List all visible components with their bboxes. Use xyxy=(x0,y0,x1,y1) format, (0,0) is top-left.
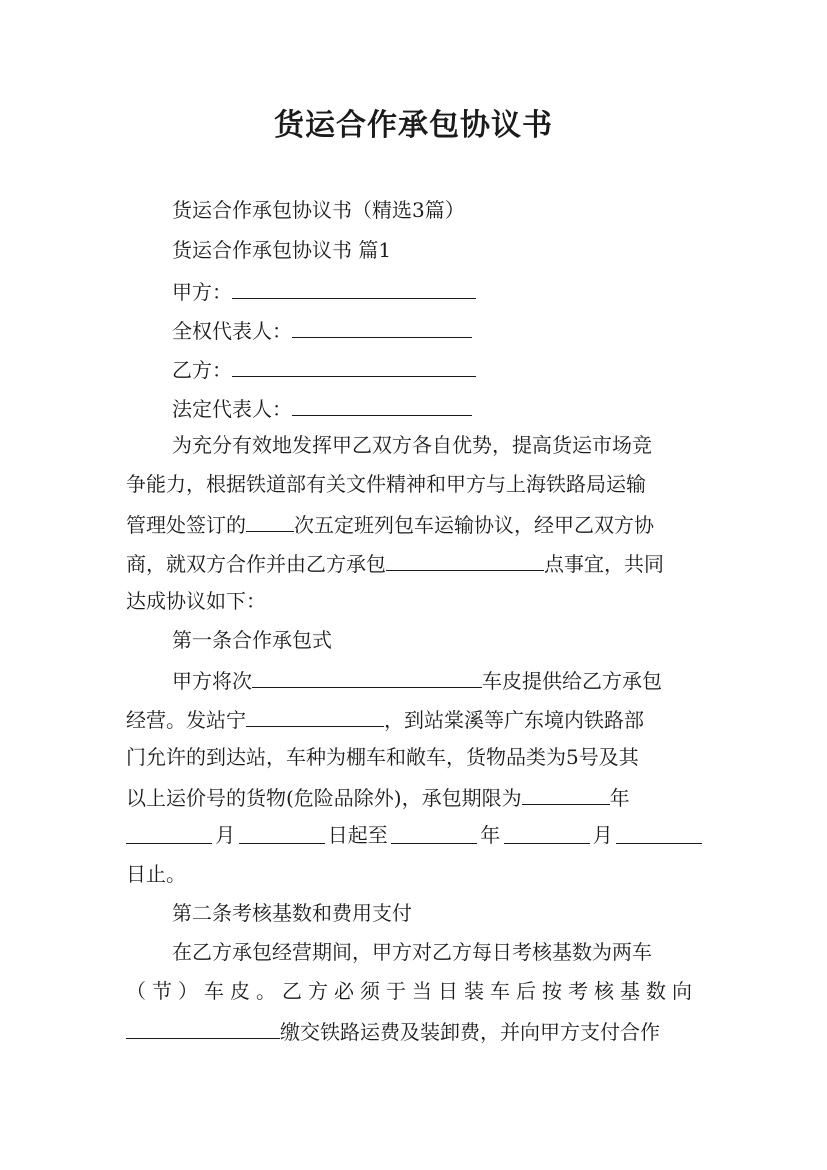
article2-heading: 第二条考核基数和费用支付 xyxy=(172,901,412,925)
article1-line1-start: 甲方将次 xyxy=(172,669,252,693)
party-a-rep-label: 全权代表人： xyxy=(172,319,292,343)
article1-line4 xyxy=(126,784,702,810)
article2-line2: （节）车皮。乙方必须于当日装车后按考核基数向 xyxy=(126,979,698,1003)
party-b-rep-blank xyxy=(292,395,472,416)
article1-line2 xyxy=(126,706,702,732)
para1-line4-end: 点事宜，共同 xyxy=(544,552,664,576)
end-day-blank xyxy=(616,823,702,844)
year-label: 年 xyxy=(480,823,501,847)
party-b-rep-label: 法定代表人： xyxy=(172,397,292,421)
intro-line: 货运合作承包协议书（精选3篇） xyxy=(172,198,465,222)
departure-blank xyxy=(246,706,384,727)
party-b-blank xyxy=(232,356,476,377)
end-month-blank xyxy=(504,823,590,844)
article1-line1 xyxy=(172,667,702,693)
article1-line3: 门允许的到达站，车种为棚车和敞车，货物品类为5号及其 xyxy=(126,745,639,769)
article1-line4-end: 年 xyxy=(609,786,630,810)
end-year-blank xyxy=(391,823,477,844)
para1-line3 xyxy=(126,511,702,537)
party-a-rep-blank xyxy=(292,317,472,338)
start-day-blank xyxy=(239,823,325,844)
article2-line1: 在乙方承包经营期间，甲方对乙方每日考核基数为两车 xyxy=(172,940,652,964)
start-year-blank xyxy=(522,784,610,805)
article1-line6: 日止。 xyxy=(126,862,186,886)
month2-label: 月 xyxy=(592,823,613,847)
start-month-blank xyxy=(126,823,212,844)
para1-line1: 为充分有效地发挥甲乙双方各自优势，提高货运市场竞 xyxy=(172,433,652,457)
article1-heading: 第一条合作承包式 xyxy=(172,628,332,652)
article1-line4-start: 以上运价号的货物(危险品除外)，承包期限为 xyxy=(126,786,522,810)
month-label: 月 xyxy=(215,823,236,847)
article1-line2-start: 经营。发站宁 xyxy=(126,708,246,732)
day-from-label: 日起至 xyxy=(327,823,388,847)
para1-line4 xyxy=(126,550,702,576)
para1-line2: 争能力，根据铁道部有关文件精神和甲方与上海铁路局运输 xyxy=(126,472,646,496)
party-a-label: 甲方： xyxy=(172,280,232,304)
party-a-line xyxy=(172,278,702,304)
contract-point-blank xyxy=(386,550,544,571)
article1-line1-end: 车皮提供给乙方承包 xyxy=(482,669,662,693)
para1-line3-start: 管理处签订的 xyxy=(126,513,246,537)
section-heading: 货运合作承包协议书 篇1 xyxy=(172,238,392,262)
para1-line5: 达成协议如下： xyxy=(126,589,266,613)
para1-line3-end: 次五定班列包车运输协议，经甲乙双方协 xyxy=(294,513,654,537)
party-b-line xyxy=(172,356,702,382)
train-number-blank xyxy=(246,511,294,532)
party-b-label: 乙方： xyxy=(172,358,232,382)
train-blank xyxy=(252,667,482,688)
article1-line5 xyxy=(126,823,702,847)
para1-line4-start: 商，就双方合作并由乙方承包 xyxy=(126,552,386,576)
payee-blank xyxy=(126,1018,280,1039)
article2-line3-end: 缴交铁路运费及装卸费，并向甲方支付合作 xyxy=(280,1020,660,1044)
party-b-rep-line xyxy=(172,395,702,421)
article2-line3 xyxy=(126,1018,702,1044)
article1-line2-end: ，到站棠溪等广东境内铁路部 xyxy=(384,708,644,732)
document-title: 货运合作承包协议书 xyxy=(274,108,553,143)
party-a-rep-line xyxy=(172,317,702,343)
party-a-blank xyxy=(232,278,476,299)
